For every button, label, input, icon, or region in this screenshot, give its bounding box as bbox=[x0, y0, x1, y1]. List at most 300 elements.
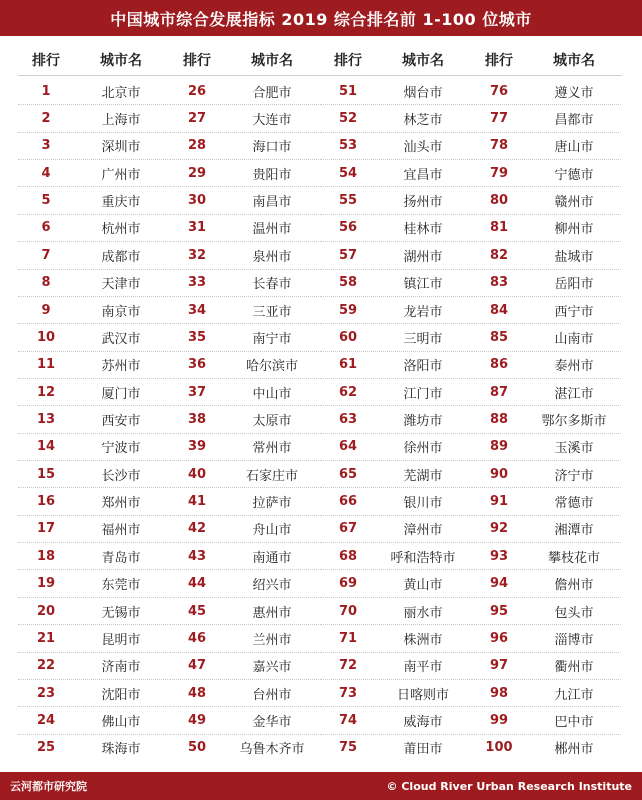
rank-number: 98 bbox=[489, 685, 509, 701]
table-row bbox=[320, 160, 470, 187]
rank-number: 7 bbox=[41, 247, 51, 263]
city-name: 芜湖市 bbox=[403, 468, 443, 484]
city-name: 东莞市 bbox=[101, 578, 141, 594]
rank-number: 49 bbox=[187, 712, 207, 728]
table-row bbox=[18, 270, 168, 297]
table-row bbox=[320, 735, 470, 761]
table-row bbox=[471, 598, 621, 625]
table-row bbox=[320, 406, 470, 433]
city-name: 三明市 bbox=[403, 331, 443, 347]
city-name: 兰州市 bbox=[252, 632, 292, 648]
table-row bbox=[471, 406, 621, 433]
city-name: 北京市 bbox=[101, 85, 141, 101]
rank-number: 34 bbox=[187, 302, 207, 318]
rank-number: 24 bbox=[36, 712, 56, 728]
table-row bbox=[320, 270, 470, 297]
city-name: 苏州市 bbox=[101, 359, 141, 375]
city-name: 乌鲁木齐市 bbox=[239, 742, 305, 758]
table-row bbox=[471, 78, 621, 105]
column-header-group-4 bbox=[471, 46, 621, 74]
table-row bbox=[18, 625, 168, 652]
table-row bbox=[169, 270, 319, 297]
city-name: 包头市 bbox=[554, 605, 594, 621]
table-row bbox=[320, 598, 470, 625]
city-name: 拉萨市 bbox=[252, 496, 292, 512]
rank-number: 25 bbox=[36, 740, 56, 756]
rank-number: 88 bbox=[489, 411, 509, 427]
city-name: 南平市 bbox=[403, 660, 443, 676]
rank-number: 1 bbox=[41, 83, 51, 99]
rank-number: 53 bbox=[338, 138, 358, 154]
footer-bar bbox=[0, 772, 642, 800]
column-header-group-2 bbox=[169, 46, 319, 74]
rank-number: 48 bbox=[187, 685, 207, 701]
rank-number: 55 bbox=[338, 193, 358, 209]
city-name: 湘潭市 bbox=[554, 523, 594, 539]
city-name: 泰州市 bbox=[554, 359, 594, 375]
rank-number: 95 bbox=[489, 603, 509, 619]
ranking-column-3 bbox=[320, 78, 470, 761]
rank-number: 60 bbox=[338, 329, 358, 345]
table-row bbox=[169, 406, 319, 433]
table-row bbox=[169, 735, 319, 761]
city-name: 烟台市 bbox=[403, 85, 443, 101]
city-name: 盐城市 bbox=[554, 249, 594, 265]
rank-number: 33 bbox=[187, 275, 207, 291]
rank-number: 28 bbox=[187, 138, 207, 154]
table-row bbox=[471, 105, 621, 132]
rank-number: 12 bbox=[36, 384, 56, 400]
table-row bbox=[18, 434, 168, 461]
rank-header: 排行 bbox=[485, 53, 513, 69]
rank-number: 52 bbox=[338, 111, 358, 127]
rank-number: 74 bbox=[338, 712, 358, 728]
city-name: 徐州市 bbox=[403, 441, 443, 457]
rank-number: 90 bbox=[489, 466, 509, 482]
city-name: 日喀则市 bbox=[396, 687, 449, 703]
rank-number: 11 bbox=[36, 357, 56, 373]
rank-number: 100 bbox=[485, 740, 513, 756]
city-name: 湖州市 bbox=[403, 249, 443, 265]
rank-number: 43 bbox=[187, 548, 207, 564]
city-name: 温州市 bbox=[252, 222, 292, 238]
table-row bbox=[18, 242, 168, 269]
table-row bbox=[18, 406, 168, 433]
city-name: 玉溪市 bbox=[554, 441, 594, 457]
table-row bbox=[169, 105, 319, 132]
city-name: 太原市 bbox=[252, 413, 292, 429]
city-name: 成都市 bbox=[101, 249, 141, 265]
city-name: 南通市 bbox=[252, 550, 292, 566]
table-row bbox=[471, 735, 621, 761]
table-row bbox=[18, 215, 168, 242]
rank-number: 20 bbox=[36, 603, 56, 619]
rank-number: 38 bbox=[187, 411, 207, 427]
city-name: 天津市 bbox=[101, 277, 141, 293]
table-row bbox=[169, 488, 319, 515]
city-name: 郴州市 bbox=[554, 742, 594, 758]
table-row bbox=[169, 78, 319, 105]
city-name: 柳州市 bbox=[554, 222, 594, 238]
city-name: 长沙市 bbox=[101, 468, 141, 484]
rank-number: 8 bbox=[41, 275, 51, 291]
ranking-table bbox=[0, 42, 642, 764]
table-row bbox=[18, 598, 168, 625]
rank-number: 92 bbox=[489, 521, 509, 537]
rank-number: 23 bbox=[36, 685, 56, 701]
city-name: 呼和浩特市 bbox=[390, 550, 456, 566]
rank-header: 排行 bbox=[334, 53, 362, 69]
rank-number: 22 bbox=[36, 658, 56, 674]
table-row bbox=[18, 461, 168, 488]
rank-number: 15 bbox=[36, 466, 56, 482]
rank-number: 82 bbox=[489, 247, 509, 263]
city-name: 惠州市 bbox=[252, 605, 292, 621]
table-row bbox=[471, 434, 621, 461]
rank-number: 45 bbox=[187, 603, 207, 619]
city-name: 丽水市 bbox=[403, 605, 443, 621]
ranking-column-2 bbox=[169, 78, 319, 761]
rank-number: 64 bbox=[338, 439, 358, 455]
table-row bbox=[169, 598, 319, 625]
table-row bbox=[471, 379, 621, 406]
rank-number: 42 bbox=[187, 521, 207, 537]
table-row bbox=[18, 78, 168, 105]
rank-number: 83 bbox=[489, 275, 509, 291]
city-name: 郑州市 bbox=[101, 496, 141, 512]
rank-number: 93 bbox=[489, 548, 509, 564]
city-name: 宁德市 bbox=[554, 167, 594, 183]
table-row bbox=[471, 488, 621, 515]
table-row bbox=[320, 707, 470, 734]
table-row bbox=[18, 707, 168, 734]
city-header: 城市名 bbox=[553, 53, 595, 69]
table-row bbox=[471, 297, 621, 324]
table-row bbox=[320, 242, 470, 269]
rank-number: 41 bbox=[187, 494, 207, 510]
rank-number: 44 bbox=[187, 576, 207, 592]
rank-number: 32 bbox=[187, 247, 207, 263]
city-name: 常德市 bbox=[554, 496, 594, 512]
rank-number: 77 bbox=[489, 111, 509, 127]
city-name: 鄂尔多斯市 bbox=[541, 413, 607, 429]
city-name: 上海市 bbox=[101, 113, 141, 129]
table-row bbox=[471, 461, 621, 488]
rank-number: 46 bbox=[187, 630, 207, 646]
city-name: 中山市 bbox=[252, 386, 292, 402]
table-row bbox=[320, 434, 470, 461]
table-row bbox=[18, 653, 168, 680]
city-name: 台州市 bbox=[252, 687, 292, 703]
table-row bbox=[320, 570, 470, 597]
table-row bbox=[18, 187, 168, 214]
city-name: 攀枝花市 bbox=[547, 550, 600, 566]
table-row bbox=[169, 434, 319, 461]
city-name: 南京市 bbox=[101, 304, 141, 320]
rank-number: 27 bbox=[187, 111, 207, 127]
rank-number: 75 bbox=[338, 740, 358, 756]
table-row bbox=[169, 625, 319, 652]
city-name: 贵阳市 bbox=[252, 167, 292, 183]
table-row bbox=[169, 215, 319, 242]
city-name: 沈阳市 bbox=[101, 687, 141, 703]
rank-number: 80 bbox=[489, 193, 509, 209]
column-header-group-3 bbox=[320, 46, 470, 74]
rank-number: 67 bbox=[338, 521, 358, 537]
rank-number: 9 bbox=[41, 302, 51, 318]
city-name: 厦门市 bbox=[101, 386, 141, 402]
city-name: 扬州市 bbox=[403, 195, 443, 211]
table-row bbox=[169, 570, 319, 597]
table-row bbox=[169, 379, 319, 406]
city-name: 宜昌市 bbox=[403, 167, 443, 183]
table-row bbox=[18, 488, 168, 515]
rank-number: 91 bbox=[489, 494, 509, 510]
rank-header: 排行 bbox=[183, 53, 211, 69]
table-row bbox=[471, 160, 621, 187]
rank-number: 10 bbox=[36, 329, 56, 345]
table-row bbox=[320, 297, 470, 324]
city-name: 赣州市 bbox=[554, 195, 594, 211]
city-name: 舟山市 bbox=[252, 523, 292, 539]
city-name: 巴中市 bbox=[554, 714, 594, 730]
table-row bbox=[471, 543, 621, 570]
city-name: 佛山市 bbox=[101, 714, 141, 730]
rank-number: 18 bbox=[36, 548, 56, 564]
city-name: 石家庄市 bbox=[245, 468, 298, 484]
table-row bbox=[320, 653, 470, 680]
city-name: 武汉市 bbox=[101, 331, 141, 347]
city-name: 合肥市 bbox=[252, 85, 292, 101]
table-row bbox=[320, 78, 470, 105]
city-name: 济南市 bbox=[101, 660, 141, 676]
city-name: 西安市 bbox=[101, 413, 141, 429]
table-row bbox=[169, 352, 319, 379]
table-row bbox=[169, 133, 319, 160]
rank-number: 31 bbox=[187, 220, 207, 236]
city-name: 嘉兴市 bbox=[252, 660, 292, 676]
city-name: 洛阳市 bbox=[403, 359, 443, 375]
rank-number: 68 bbox=[338, 548, 358, 564]
rank-number: 29 bbox=[187, 165, 207, 181]
city-name: 南宁市 bbox=[252, 331, 292, 347]
city-name: 镇江市 bbox=[403, 277, 443, 293]
city-name: 山南市 bbox=[554, 331, 594, 347]
rank-number: 26 bbox=[187, 83, 207, 99]
city-name: 银川市 bbox=[403, 496, 443, 512]
table-row bbox=[18, 133, 168, 160]
city-name: 黄山市 bbox=[403, 578, 443, 594]
table-row bbox=[18, 680, 168, 707]
table-row bbox=[471, 242, 621, 269]
table-row bbox=[471, 570, 621, 597]
table-row bbox=[471, 653, 621, 680]
rank-number: 36 bbox=[187, 357, 207, 373]
city-name: 桂林市 bbox=[403, 222, 443, 238]
table-row bbox=[169, 707, 319, 734]
city-name: 长春市 bbox=[252, 277, 292, 293]
city-name: 江门市 bbox=[403, 386, 443, 402]
city-header: 城市名 bbox=[100, 53, 142, 69]
city-name: 岳阳市 bbox=[554, 277, 594, 293]
rank-number: 5 bbox=[41, 193, 51, 209]
rank-number: 58 bbox=[338, 275, 358, 291]
city-name: 昌都市 bbox=[554, 113, 594, 129]
table-row bbox=[18, 379, 168, 406]
rank-number: 87 bbox=[489, 384, 509, 400]
city-name: 遵义市 bbox=[554, 85, 594, 101]
rank-number: 99 bbox=[489, 712, 509, 728]
rank-number: 71 bbox=[338, 630, 358, 646]
table-row bbox=[320, 352, 470, 379]
rank-number: 81 bbox=[489, 220, 509, 236]
rank-number: 69 bbox=[338, 576, 358, 592]
rank-number: 51 bbox=[338, 83, 358, 99]
rank-number: 62 bbox=[338, 384, 358, 400]
rank-number: 6 bbox=[41, 220, 51, 236]
table-row bbox=[169, 242, 319, 269]
rank-number: 57 bbox=[338, 247, 358, 263]
city-name: 昆明市 bbox=[101, 632, 141, 648]
city-name: 珠海市 bbox=[101, 742, 141, 758]
rank-number: 39 bbox=[187, 439, 207, 455]
footer-copyright: © Cloud River Urban Research Institute bbox=[386, 779, 632, 793]
city-name: 大连市 bbox=[252, 113, 292, 129]
city-name: 威海市 bbox=[403, 714, 443, 730]
rank-number: 3 bbox=[41, 138, 51, 154]
rank-number: 14 bbox=[36, 439, 56, 455]
rank-number: 72 bbox=[338, 658, 358, 674]
rank-number: 76 bbox=[489, 83, 509, 99]
rank-number: 85 bbox=[489, 329, 509, 345]
city-name: 深圳市 bbox=[101, 140, 141, 156]
rank-number: 21 bbox=[36, 630, 56, 646]
rank-number: 61 bbox=[338, 357, 358, 373]
column-header-group-1 bbox=[18, 46, 168, 74]
city-name: 西宁市 bbox=[554, 304, 594, 320]
city-name: 九江市 bbox=[554, 687, 594, 703]
city-header: 城市名 bbox=[402, 53, 444, 69]
table-row bbox=[320, 105, 470, 132]
rank-number: 19 bbox=[36, 576, 56, 592]
rank-number: 4 bbox=[41, 165, 51, 181]
city-name: 潍坊市 bbox=[403, 413, 443, 429]
rank-number: 40 bbox=[187, 466, 207, 482]
city-name: 海口市 bbox=[252, 140, 292, 156]
city-name: 儋州市 bbox=[554, 578, 594, 594]
city-name: 莆田市 bbox=[403, 742, 443, 758]
table-row bbox=[320, 680, 470, 707]
city-header: 城市名 bbox=[251, 53, 293, 69]
table-row bbox=[471, 516, 621, 543]
table-row bbox=[471, 215, 621, 242]
city-name: 杭州市 bbox=[101, 222, 141, 238]
rank-number: 37 bbox=[187, 384, 207, 400]
city-name: 湛江市 bbox=[554, 386, 594, 402]
header-divider bbox=[18, 75, 622, 76]
city-name: 林芝市 bbox=[403, 113, 443, 129]
table-row bbox=[18, 543, 168, 570]
city-name: 广州市 bbox=[101, 167, 141, 183]
city-name: 三亚市 bbox=[252, 304, 292, 320]
city-name: 绍兴市 bbox=[252, 578, 292, 594]
rank-number: 96 bbox=[489, 630, 509, 646]
table-row bbox=[18, 324, 168, 351]
rank-number: 86 bbox=[489, 357, 509, 373]
ranking-column-1 bbox=[18, 78, 168, 761]
city-name: 淄博市 bbox=[554, 632, 594, 648]
city-name: 哈尔滨市 bbox=[245, 359, 298, 375]
footer-brand: 云河都市研究院 bbox=[10, 780, 87, 793]
city-name: 重庆市 bbox=[101, 195, 141, 211]
rank-number: 35 bbox=[187, 329, 207, 345]
table-row bbox=[471, 352, 621, 379]
table-row bbox=[320, 461, 470, 488]
page-title: 中国城市综合发展指标 2019 综合排名前 1-100 位城市 bbox=[110, 9, 532, 29]
city-name: 福州市 bbox=[101, 523, 141, 539]
city-name: 汕头市 bbox=[403, 140, 443, 156]
city-name: 济宁市 bbox=[554, 468, 594, 484]
city-name: 衢州市 bbox=[554, 660, 594, 676]
city-name: 株洲市 bbox=[403, 632, 443, 648]
table-row bbox=[320, 133, 470, 160]
table-row bbox=[320, 625, 470, 652]
city-name: 常州市 bbox=[252, 441, 292, 457]
table-row bbox=[169, 187, 319, 214]
rank-number: 16 bbox=[36, 494, 56, 510]
table-row bbox=[320, 215, 470, 242]
rank-number: 47 bbox=[187, 658, 207, 674]
city-name: 泉州市 bbox=[252, 249, 292, 265]
rank-number: 17 bbox=[36, 521, 56, 537]
rank-number: 70 bbox=[338, 603, 358, 619]
rank-number: 84 bbox=[489, 302, 509, 318]
rank-number: 59 bbox=[338, 302, 358, 318]
rank-number: 65 bbox=[338, 466, 358, 482]
table-row bbox=[471, 133, 621, 160]
city-name: 青岛市 bbox=[101, 550, 141, 566]
table-row bbox=[320, 379, 470, 406]
rank-number: 89 bbox=[489, 439, 509, 455]
city-name: 南昌市 bbox=[252, 195, 292, 211]
table-row bbox=[320, 187, 470, 214]
table-row bbox=[18, 297, 168, 324]
table-row bbox=[320, 488, 470, 515]
rank-number: 73 bbox=[338, 685, 358, 701]
page-title-bar bbox=[0, 0, 642, 36]
rank-number: 97 bbox=[489, 658, 509, 674]
table-row bbox=[471, 324, 621, 351]
table-row bbox=[18, 516, 168, 543]
rank-number: 66 bbox=[338, 494, 358, 510]
rank-number: 2 bbox=[41, 111, 51, 127]
table-row bbox=[320, 543, 470, 570]
rank-number: 54 bbox=[338, 165, 358, 181]
table-row bbox=[320, 324, 470, 351]
ranking-column-4 bbox=[471, 78, 621, 761]
rank-number: 94 bbox=[489, 576, 509, 592]
rank-number: 78 bbox=[489, 138, 509, 154]
table-row bbox=[18, 735, 168, 761]
city-name: 金华市 bbox=[252, 714, 292, 730]
table-row bbox=[169, 516, 319, 543]
table-row bbox=[169, 543, 319, 570]
table-row bbox=[471, 680, 621, 707]
rank-header: 排行 bbox=[32, 53, 60, 69]
table-row bbox=[169, 653, 319, 680]
city-name: 宁波市 bbox=[101, 441, 141, 457]
table-row bbox=[471, 187, 621, 214]
